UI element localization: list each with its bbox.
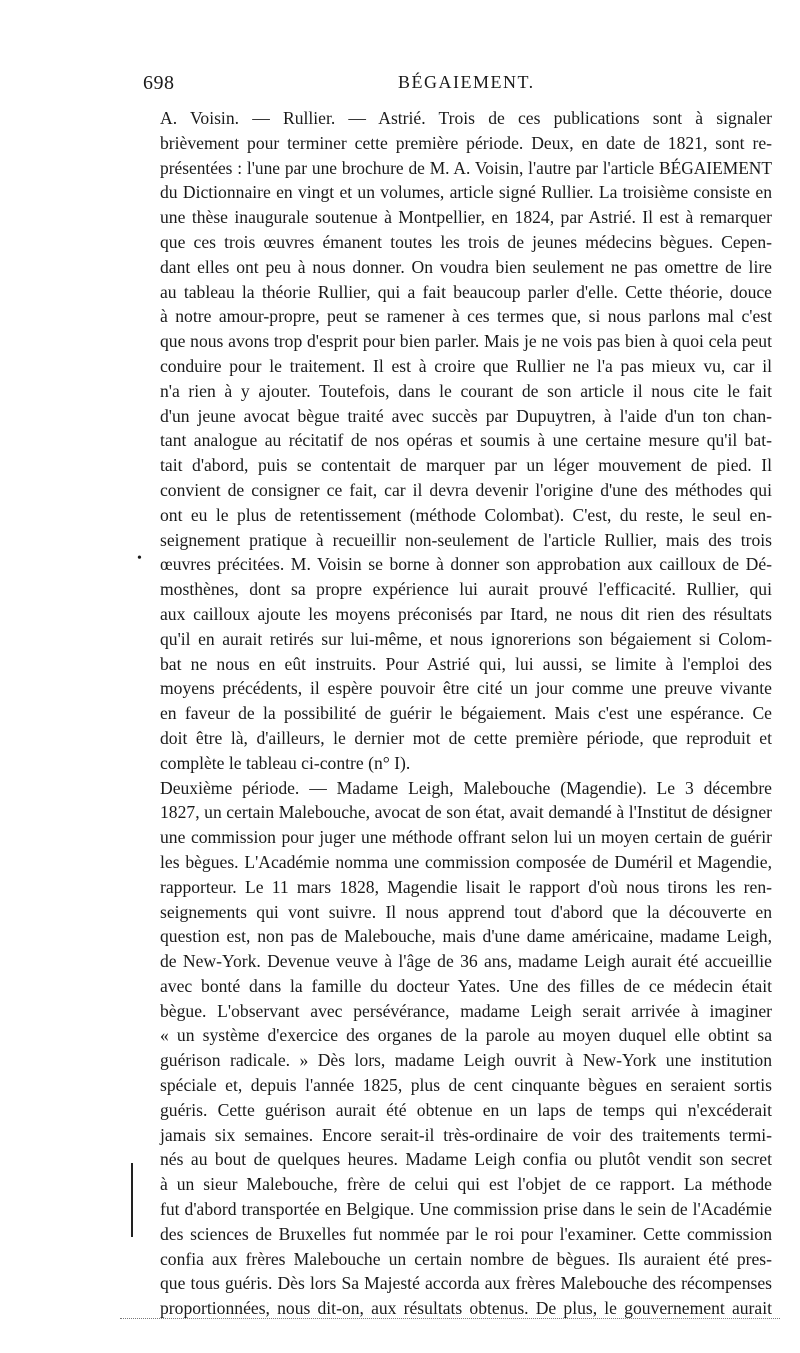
text-line: mosthènes, dont sa propre expérience lui aurait prouvé l'efficacité. Rullier, qui — [160, 579, 772, 600]
running-title: BÉGAIEMENT. — [398, 72, 535, 92]
text-line: que nous avons trop d'esprit pour bien parler. Mais je ne vois pas bien à quoi cela peut — [160, 331, 772, 352]
margin-bullet-mark: • — [137, 551, 142, 566]
text-line: ont eu le plus de retentissement (méthode Colombat). C'est, du reste, le seul en- — [160, 504, 772, 525]
text-line: avec bonté dans la famille du docteur Yates. Une des filles de ce médecin était — [160, 975, 772, 996]
text-line: dant elles ont peu à nous donner. On voudra bien seulement ne pas omettre de lire — [160, 256, 772, 277]
text-line: confia aux frères Malebouche un certain nombre de bègues. Ils auraient été pres- — [160, 1248, 772, 1269]
text-line: seignements qui vont suivre. Il nous apprend tout d'abord que la découverte en — [160, 901, 772, 922]
page-header — [143, 72, 773, 96]
text-line: proportionnées, nous dit-on, aux résultats obtenus. De plus, le gouvernement aurait — [160, 1298, 772, 1319]
text-line: présentées : l'une par une brochure de M. A. Voisin, l'autre par l'article BÉGAIEMENT — [160, 157, 772, 178]
text-line: doit être là, d'ailleurs, le dernier mot de cette première période, que reproduit et — [160, 727, 772, 748]
text-line: œuvres précitées. M. Voisin se borne à donner son approbation aux cailloux de Dé- — [160, 554, 772, 575]
text-line: tant analogue au récitatif de nos opéras et soumis à une certaine mesure qu'il bat- — [160, 430, 772, 451]
page-number: 698 — [143, 72, 175, 94]
text-line: complète le tableau ci-contre (n° I). — [160, 752, 411, 773]
text-line: conduire pour le traitement. Il est à croire que Rullier ne l'a pas mieux vu, car il — [160, 355, 772, 376]
text-line: bègue. L'observant avec persévérance, madame Leigh serait arrivée à imaginer — [160, 1000, 772, 1021]
text-line: qu'il en aurait retirés sur lui-même, et nous ignorerions son bégaiement si Colom- — [160, 628, 772, 649]
text-line: guéris. Cette guérison aurait été obtenue en un laps de temps qui n'excéderait — [160, 1099, 772, 1120]
text-line: une commission pour juger une méthode offrant selon lui un moyen certain de guérir — [160, 827, 772, 848]
text-line: nés au bout de quelques heures. Madame Leigh confia ou plutôt vendit son secret — [160, 1149, 772, 1170]
body-text — [160, 106, 772, 1346]
text-line: tait d'abord, puis se contentait de marquer par un léger mouvement de pied. Il — [160, 455, 772, 476]
text-line: brièvement pour terminer cette première période. Deux, en date de 1821, sont re- — [160, 132, 772, 153]
text-line: n'a rien à y ajouter. Toutefois, dans le courant de son article il nous cite le fait — [160, 380, 772, 401]
footer-dotted-rule — [120, 1318, 780, 1319]
text-line: Deuxième période. — Madame Leigh, Malebouche (Magendie). Le 3 décembre — [160, 777, 772, 798]
text-line: que tous guéris. Dès lors Sa Majesté accorda aux frères Malebouche des récompenses — [160, 1273, 772, 1294]
text-line: d'un jeune avocat bègue traité avec succès par Dupuytren, à l'aide d'un ton chan- — [160, 405, 772, 426]
text-line: au tableau la théorie Rullier, qui a fait beaucoup parler d'elle. Cette théorie, douce — [160, 281, 772, 302]
text-line: moyens précédents, il espère pouvoir être cité un jour comme une preuve vivante — [160, 678, 772, 699]
text-line: à notre amour-propre, peut se ramener à ces termes que, si nous parlons mal c'est — [160, 306, 772, 327]
text-line: jamais six semaines. Encore serait-il très-ordinaire de voir des traitements termi- — [160, 1124, 772, 1145]
text-line: rapporteur. Le 11 mars 1828, Magendie lisait le rapport d'où nous tirons les ren- — [160, 876, 772, 897]
text-line: en faveur de la possibilité de guérir le bégaiement. Mais c'est une espérance. Ce — [160, 703, 772, 724]
text-line: les bègues. L'Académie nomma une commission composée de Duméril et Magendie, — [160, 851, 772, 872]
text-line: question est, non pas de Malebouche, mais d'une dame américaine, madame Leigh, — [160, 926, 772, 947]
text-line: que ces trois œuvres émanent toutes les trois de jeunes médecins bègues. Cepen- — [160, 231, 772, 252]
text-line: « un système d'exercice des organes de la parole au moyen duquel elle obtint sa — [160, 1025, 772, 1046]
text-line: des sciences de Bruxelles fut nommée par le roi pour l'examiner. Cette commission — [160, 1223, 772, 1244]
text-line: A. Voisin. — Rullier. — Astrié. Trois de ces publications sont à signaler — [160, 108, 772, 128]
text-line: à un sieur Malebouche, frère de celui qui est l'objet de ce rapport. La méthode — [160, 1174, 772, 1195]
text-line: guérison radicale. » Dès lors, madame Leigh ouvrit à New-York une institution — [160, 1050, 772, 1071]
text-line: 1827, un certain Malebouche, avocat de son état, avait demandé à l'Institut de désigner — [160, 802, 772, 823]
text-line: convient de consigner ce fait, car il devra devenir l'origine d'une des méthodes qui — [160, 479, 772, 500]
text-line: une thèse inaugurale soutenue à Montpellier, en 1824, par Astrié. Il est à remarquer — [160, 207, 772, 228]
text-line: de New-York. Devenue veuve à l'âge de 36 ans, madame Leigh aurait été accueillie — [160, 951, 772, 972]
text-line: fut d'abord transportée en Belgique. Une commission prise dans le sein de l'Académie — [160, 1199, 772, 1220]
text-line: spéciale et, depuis l'année 1825, plus de cent cinquante bègues en seraient sortis — [160, 1075, 772, 1096]
text-line: seignement pratique à recueillir non-seulement de l'article Rullier, mais des trois — [160, 529, 772, 550]
margin-bracket-mark — [131, 1163, 133, 1237]
text-line: du Dictionnaire en vingt et un volumes, article signé Rullier. La troisième consiste en — [160, 182, 772, 203]
text-line: bat ne nous en eût instruits. Pour Astrié qui, lui aussi, se limite à l'emploi des — [160, 653, 772, 674]
text-line — [160, 1321, 772, 1346]
text-line: aux cailloux ajoute les moyens préconisés par Itard, ne nous dit rien des résultats — [160, 603, 772, 624]
